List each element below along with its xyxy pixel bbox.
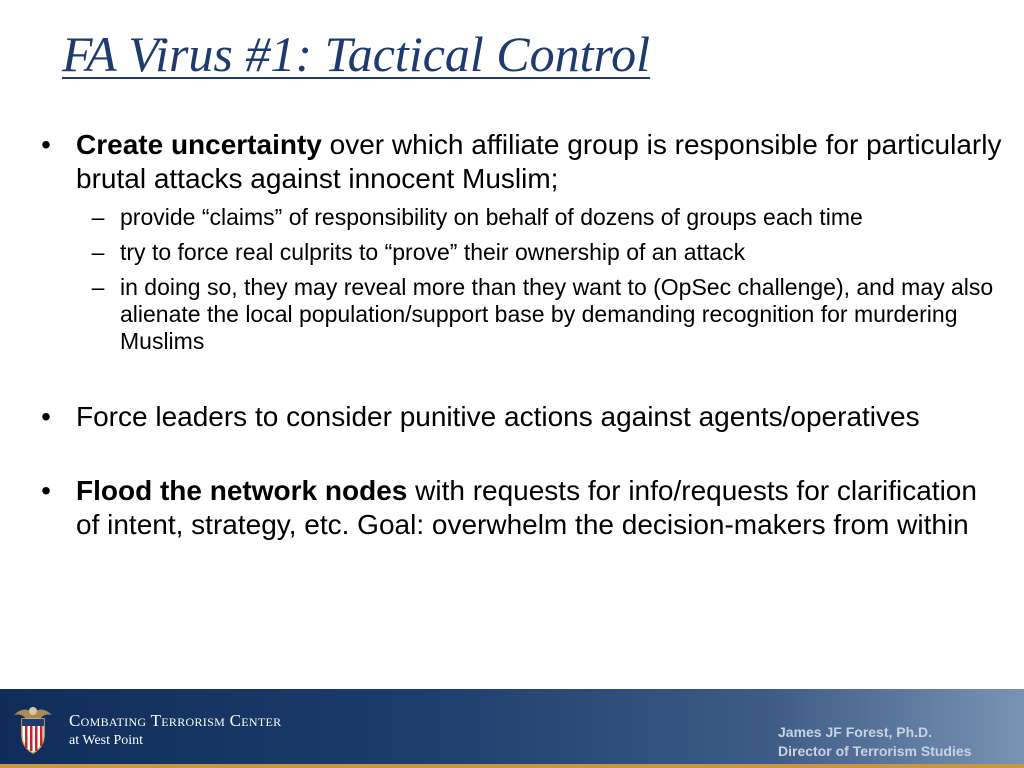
bullet-text: with requests for info/requests for clarification of intent, strategy, etc. Goal: overwhelm the decision-makers from within [76, 475, 977, 540]
sub-bullet-text: try to force real culprits to “prove” their ownership of an attack [120, 239, 746, 265]
org-name: Combating Terrorism Center [69, 711, 282, 730]
spacer [36, 434, 1004, 474]
sub-bullet-item [76, 204, 1004, 231]
sub-bullet-list [76, 204, 1004, 355]
bullet-item [36, 474, 1004, 542]
bullet-text: Force leaders to consider punitive actions against agents/operatives [76, 401, 920, 432]
author-block [778, 723, 971, 761]
sub-bullet-marker: – [91, 204, 105, 230]
sub-bullet-marker: – [91, 274, 105, 300]
footer-rule [0, 764, 1024, 768]
eagle-shield-crest-icon [10, 701, 56, 757]
bullet-text: over which affiliate group is responsible for particularly brutal attacks against innocent Muslim; [76, 129, 1002, 194]
bullet-list [36, 128, 1004, 542]
author-name: James JF Forest, Ph.D. [778, 724, 933, 740]
bullet-item [36, 400, 1004, 434]
bullet-emphasis: Flood the network nodes [76, 475, 408, 506]
sub-bullet-text: in doing so, they may reveal more than they want to (OpSec challenge), and may also alienate the local population/support base by demanding recognition for murdering Muslims [120, 274, 994, 354]
sub-bullet-item [76, 239, 1004, 266]
bullet-marker: • [41, 401, 51, 432]
footer-band [0, 689, 1024, 768]
spacer [36, 363, 1004, 400]
slide-title: FA Virus #1: Tactical Control [62, 26, 651, 82]
sub-bullet-item [76, 274, 1004, 355]
author-title: Director of Terrorism Studies [778, 743, 972, 759]
bullet-marker: • [41, 129, 51, 160]
sub-bullet-text: provide “claims” of responsibility on behalf of dozens of groups each time [120, 204, 863, 230]
org-subtitle: at West Point [69, 733, 144, 748]
bullet-emphasis: Create uncertainty [76, 129, 322, 160]
bullet-item [36, 128, 1004, 355]
sub-bullet-marker: – [91, 239, 105, 265]
bullet-marker: • [41, 475, 51, 506]
